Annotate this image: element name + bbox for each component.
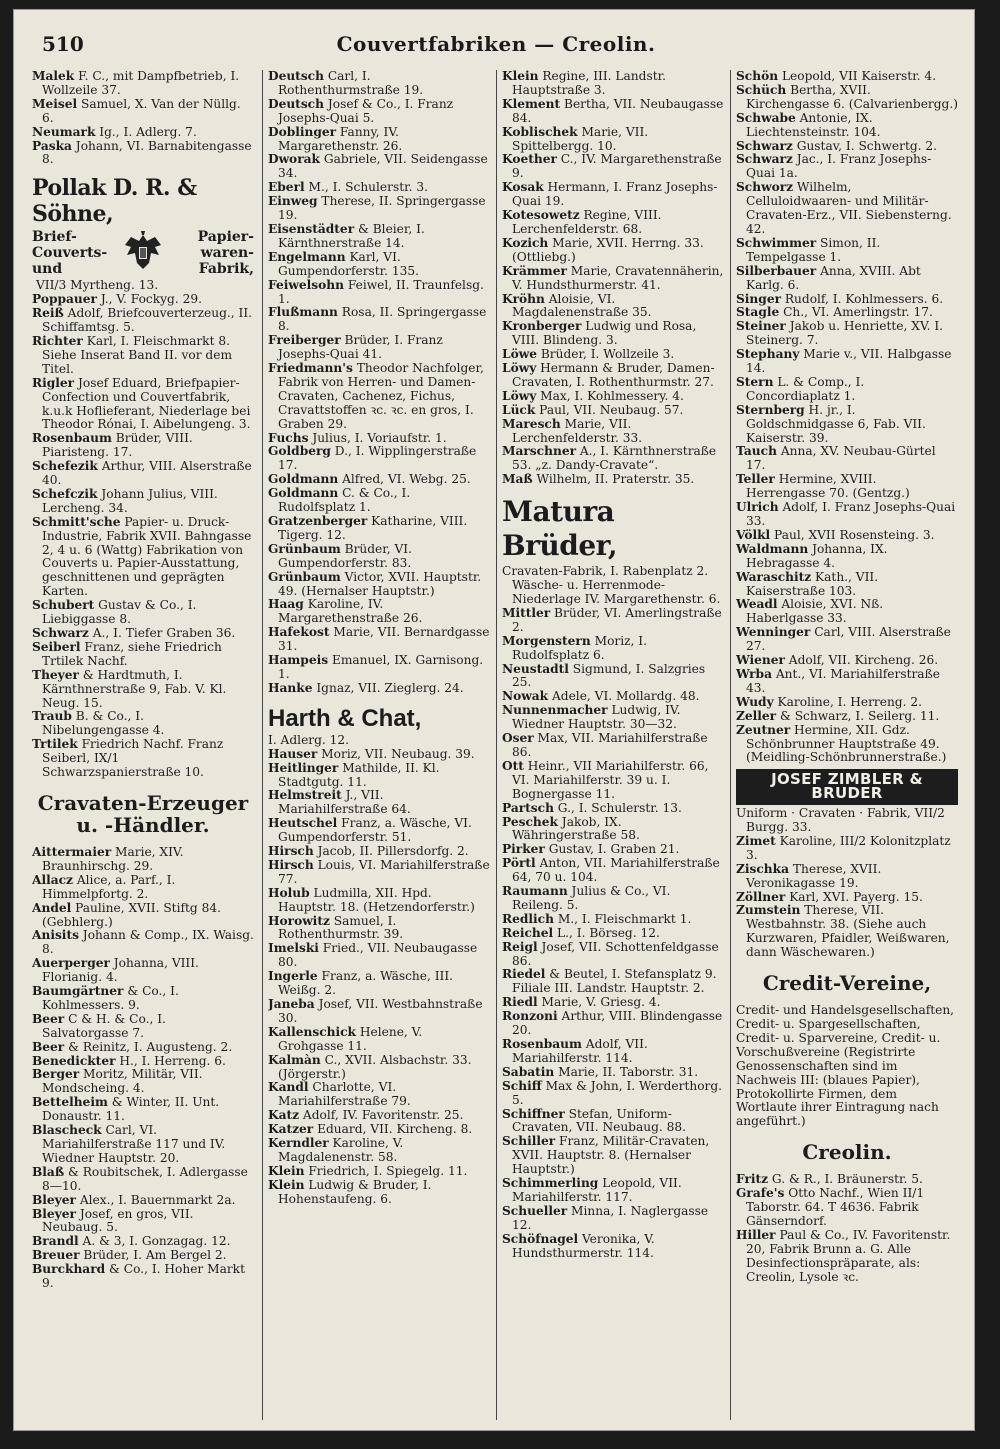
directory-entry: Pirker Gustav, I. Graben 21. (502, 842, 680, 857)
directory-entry: Beer C & H. & Co., I. Salvatorgasse 7. (32, 1011, 166, 1040)
directory-entry: Hauser Moriz, VII. Neubaug. 39. (268, 746, 475, 761)
pollak-right-mid: waren- (200, 245, 254, 262)
directory-entry: Koether C., IV. Margarethenstraße 9. (502, 152, 722, 181)
directory-entry: Oser Max, VII. Mariahilferstraße 86. (502, 731, 708, 759)
directory-entry: Löwy Max, I. Kohlmessery. 4. (502, 388, 684, 403)
directory-entry: Kallenschick Helene, V. Grohgasse 11. (268, 1024, 423, 1053)
directory-entry: Zischka Therese, XVII. Veronikagasse 19. (736, 861, 882, 890)
directory-entry: Allacz Alice, a. Parf., I. Himmelpfortg. 2. (32, 872, 176, 901)
directory-entry: Heutschel Franz, a. Wäsche, VI. Gumpendorferstr. 51. (268, 816, 472, 845)
directory-entry: Kerndler Karoline, V. Magdalenenstr. 58. (268, 1136, 404, 1164)
directory-entry: Meisel Samuel, X. Van der Nüllg. 6. (32, 96, 241, 125)
directory-entry: Klein Ludwig & Bruder, I. Hohenstaufeng. 6. (268, 1177, 432, 1206)
directory-page (14, 10, 974, 1430)
directory-entry: Singer Rudolf, I. Kohlmessers. 6. (736, 291, 944, 306)
directory-entry: Peschek Jakob, IX. Währingerstraße 58. (502, 814, 640, 843)
directory-entry: Klein Friedrich, I. Spiegelg. 11. (268, 1163, 468, 1178)
directory-entry: Fuchs Julius, I. Voriaufstr. 1. (268, 430, 447, 445)
directory-entry: Wiener Adolf, VII. Kircheng. 26. (736, 653, 939, 668)
directory-entry: Hiller Paul & Co., IV. Favoritenstr. 20, Fabrik Brunn a. G. Alle Desinfectionspräparate, als: Creolin, Lysole ꝛc. (736, 1227, 951, 1284)
directory-entry: Stagle Ch., VI. Amerlingstr. 17. (736, 305, 933, 320)
directory-entry: Blascheck Carl, VI. Mariahilferstraße 117 und IV. Wiedner Hauptstr. 20. (32, 1123, 226, 1165)
column-3 (502, 70, 724, 1420)
directory-entry: Maresch Marie, VII. Lerchenfelderstr. 33. (502, 416, 643, 445)
double-eagle-icon (121, 229, 165, 277)
directory-entry: Poppauer J., V. Fockyg. 29. (32, 292, 202, 307)
directory-entry: Hirsch Jacob, II. Pillersdorfg. 2. (268, 844, 469, 859)
directory-entry: Traub B. & Co., I. Nibelungengasse 4. (32, 709, 165, 738)
page-number: 510 (42, 32, 84, 56)
zimbler-name: JOSEF ZIMBLER & BRUDER (736, 769, 958, 805)
directory-entry: Schefezik Arthur, VIII. Alserstraße 40. (32, 459, 252, 488)
directory-entry: Seiberl Franz, siehe Friedrich Trtilek Nachf. (32, 639, 222, 668)
directory-entry: Reichel L., I. Börseg. 12. (502, 925, 660, 940)
directory-entry: Bettelheim & Winter, II. Unt. Donaustr. 11. (32, 1095, 220, 1124)
directory-entry: Blaß & Roubitschek, I. Adlergasse 8—10. (32, 1164, 248, 1193)
directory-entry: Schubert Gustav & Co., I. Liebiggasse 8. (32, 598, 197, 627)
directory-entry: Löwy Hermann & Bruder, Damen-Cravaten, I. Rothenthurmstr. 27. (502, 361, 715, 389)
directory-entry: Malek F. C., mit Dampfbetrieb, I. Wollzeile 37. (32, 70, 240, 97)
directory-entry: Kandl Charlotte, VI. Mariahilferstraße 79. (268, 1080, 411, 1109)
directory-entry: Schwimmer Simon, II. Tempelgasse 1. (736, 235, 881, 264)
entry-list (736, 1173, 958, 1284)
column-divider (262, 70, 263, 1420)
entry-list (736, 70, 958, 765)
directory-entry: Goldmann Alfred, VI. Webg. 25. (268, 472, 471, 487)
pollak-advertisement (32, 175, 254, 293)
directory-entry: Helmstreit J., VII. Mariahilferstraße 64. (268, 788, 411, 817)
page-header (36, 24, 956, 64)
column-1 (32, 70, 254, 1420)
pollak-left-mid: Couverts- (32, 245, 108, 262)
directory-entry: Schwarz A., I. Tiefer Graben 36. (32, 626, 236, 640)
directory-entry: Schöfnagel Veronika, V. Hundsthurmerstr. 114. (502, 1231, 655, 1260)
directory-entry: Zumstein Therese, VII. Westbahnstr. 38. (Siehe auch Kurzwaren, Pfaidler, Weißwaren, dann Wäschewaren.) (736, 903, 950, 960)
directory-entry: Schiffner Stefan, Uniform-Cravaten, VII. Neubaug. 88. (502, 1106, 687, 1135)
directory-entry: Eisenstädter & Bleier, I. Kärnthnerstraße 14. (268, 221, 425, 250)
matura-advertisement (502, 495, 724, 607)
directory-entry: Kosak Hermann, I. Franz Josephs-Quai 19. (502, 180, 718, 209)
directory-entry: Breuer Brüder, I. Am Bergel 2. (32, 1248, 227, 1263)
directory-entry: Friedmann's Theodor Nachfolger, Fabrik von Herren- und Damen-Cravaten, Cachenez, Fichus, Cravattstoffen ꝛc. ꝛc. en gros, I. Graben 29. (268, 361, 484, 431)
directory-entry: Katzer Eduard, VII. Kircheng. 8. (268, 1122, 473, 1137)
entry-list (736, 835, 958, 960)
harth-address-line (268, 734, 490, 748)
directory-entry: Janeba Josef, VII. Westbahnstraße 30. (268, 997, 483, 1025)
directory-entry: Rosenbaum Adolf, VII. Mariahilferstr. 114. (502, 1037, 648, 1065)
directory-entry: Benedickter H., I. Herreng. 6. (32, 1053, 226, 1068)
directory-entry: Imelski Fried., VII. Neubaugasse 80. (268, 941, 478, 970)
directory-entry: Waldmann Johanna, IX. Hebragasse 4. (736, 541, 888, 570)
pollak-left-top: Brief- (32, 229, 77, 246)
section-heading-creolin: Creolin. (802, 1140, 892, 1165)
directory-entry: Anisits Johann & Comp., IX. Waisg. 8. (32, 928, 254, 957)
directory-entry: Theyer & Hardtmuth, I. Kärnthnerstraße 9, Fab. V. Kl. Neug. 15. (32, 667, 227, 710)
directory-entry: Wudy Karoline, I. Herreng. 2. (736, 694, 922, 709)
directory-entry: Grünbaum Brüder, VI. Gumpendorferstr. 83. (268, 541, 412, 570)
directory-entry: Schwarz Jac., I. Franz Josephs-Quai 1a. (736, 152, 932, 181)
directory-entry: Andel Pauline, XVII. Stiftg 84. (Gebhlerg.) (32, 900, 221, 929)
directory-entry: Silberbauer Anna, XVIII. Abt Karlg. 6. (736, 263, 921, 292)
pollak-right-bot: Fabrik, (198, 261, 254, 278)
directory-entry: Heitlinger Mathilde, II. Kl. Stadtgutg. 11. (268, 760, 440, 789)
entry-list (32, 846, 254, 1291)
directory-entry: Ott Heinr., VII Mariahilferstr. 66, VI. Mariahilferstr. 39 u. I. Bognergasse 11. (502, 758, 709, 801)
entry-list (32, 293, 254, 780)
directory-entry: Nunnenmacher Ludwig, IV. Wiedner Hauptstr. 30—32. (502, 703, 681, 732)
entry-list (32, 70, 254, 167)
harth-address: I. Adlerg. 12. (268, 732, 350, 747)
zimbler-description: Uniform · Cravaten · Fabrik, VII/2 Burgg. 33. (736, 806, 945, 835)
directory-entry: Deutsch Josef & Co., I. Franz Josephs-Quai 5. (268, 96, 454, 125)
directory-entry: Weadl Aloisie, XVI. Nß. Haberlgasse 33. (736, 597, 884, 626)
directory-entry: Grafe's Otto Nachf., Wien II/1 Taborstr. 64. T 4636. Fabrik Gänserndorf. (736, 1186, 925, 1228)
directory-entry: Löwe Brüder, I. Wollzeile 3. (502, 347, 675, 362)
directory-entry: Sternberg H. jr., I. Goldschmidgasse 6, Fab. VII. Kaiserstr. 39. (736, 402, 926, 445)
directory-entry: Richter Karl, I. Fleischmarkt 8. Siehe Inserat Band II. vor dem Titel. (32, 333, 233, 376)
entry-list (502, 607, 724, 1261)
directory-entry: Kozich Marie, XVII. Herrng. 33. (Ottliebg.) (502, 235, 704, 264)
directory-entry: Beer & Reinitz, I. Augusteng. 2. (32, 1039, 233, 1054)
directory-entry: Maß Wilhelm, II. Praterstr. 35. (502, 472, 695, 487)
directory-entry: Schüch Bertha, XVII. Kirchengasse 6. (Calvarienbergg.) (736, 82, 958, 111)
directory-entry: Kotesowetz Regine, VIII. Lerchenfelderstr. 68. (502, 208, 662, 236)
directory-entry: Ingerle Franz, a. Wäsche, III. Weißg. 2. (268, 969, 454, 998)
column-2 (268, 70, 490, 1420)
pollak-address: VII/3 Myrtheng. 13. (36, 278, 159, 293)
directory-entry: Fritz G. & R., I. Bräunerstr. 5. (736, 1172, 923, 1187)
directory-entry: Nowak Adele, VI. Mollardg. 48. (502, 689, 700, 704)
pollak-right-top: Papier- (197, 229, 254, 246)
column-4 (736, 70, 958, 1420)
directory-entry: Engelmann Karl, VI. Gumpendorferstr. 135. (268, 249, 420, 278)
directory-entry: Schworz Wilhelm, Celluloidwaaren- und Militär-Cravaten-Erz., VII. Siebensterng. 42. (736, 180, 952, 236)
directory-entry: Hirsch Louis, VI. Mariahilferstraße 77. (268, 857, 490, 886)
directory-entry: Eberl M., I. Schulerstr. 3. (268, 180, 428, 195)
directory-entry: Einweg Therese, II. Springergasse 19. (268, 194, 486, 223)
column-divider (496, 70, 497, 1420)
directory-entry: Flußmann Rosa, II. Springergasse 8. (268, 305, 487, 334)
directory-entry: Klein Regine, III. Landstr. Hauptstraße 3. (502, 70, 666, 97)
directory-entry: Grünbaum Victor, XVII. Hauptstr. 49. (Hernalser Hauptstr.) (268, 569, 482, 598)
directory-entry: Kronberger Ludwig und Rosa, VIII. Blindeng. 3. (502, 319, 697, 348)
directory-entry: Lück Paul, VII. Neubaug. 57. (502, 402, 684, 417)
directory-entry: Steiner Jakob u. Henriette, XV. I. Steinerg. 7. (736, 319, 944, 348)
pollak-name: Pollak D. R. & Söhne, (32, 175, 197, 228)
directory-entry: Stephany Marie v., VII. Halbgasse 14. (736, 347, 952, 376)
directory-entry: Stern L. & Comp., I. Concordiaplatz 1. (736, 374, 865, 403)
directory-entry: Aittermaier Marie, XIV. Braunhirschg. 29. (32, 844, 184, 873)
column-divider (730, 70, 731, 1420)
directory-entry: Doblinger Fanny, IV. Margarethenstr. 26. (268, 124, 403, 153)
pollak-logo (32, 229, 254, 277)
directory-entry: Schön Leopold, VII Kaiserstr. 4. (736, 70, 937, 83)
directory-entry: Zöllner Karl, XVI. Payerg. 15. (736, 889, 923, 904)
directory-entry: Ronzoni Arthur, VIII. Blindengasse 20. (502, 1009, 723, 1038)
entry-list (502, 70, 724, 487)
directory-entry: Zeutner Hermine, XII. Gdz. Schönbrunner Hauptstraße 49. (Meidling-Schönbrunnerstraße.) (736, 722, 947, 765)
directory-entry: Partsch G., I. Schulerstr. 13. (502, 800, 682, 815)
directory-entry: Neustadtl Sigmund, I. Salzgries 25. (502, 661, 706, 690)
directory-entry: Pörtl Anton, VII. Mariahilferstraße 64, 70 u. 104. (502, 856, 720, 885)
directory-entry: Tauch Anna, XV. Neubau-Gürtel 17. (736, 444, 936, 473)
directory-entry: Teller Hermine, XVIII. Herrengasse 70. (Gentzg.) (736, 472, 910, 501)
directory-entry: Dworak Gabriele, VII. Seidengasse 34. (268, 152, 488, 181)
directory-entry: Schueller Minna, I. Naglergasse 12. (502, 1203, 709, 1232)
section-heading-credit: Credit-Vereine, (762, 971, 932, 996)
directory-entry: Schwabe Antonie, IX. Liechtensteinstr. 104. (736, 110, 881, 139)
directory-entry: Ulrich Adolf, I. Franz Josephs-Quai 33. (736, 500, 956, 528)
entry-list (268, 70, 490, 696)
directory-entry: Burckhard & Co., I. Hoher Markt 9. (32, 1262, 245, 1291)
directory-entry: Bleyer Alex., I. Bauernmarkt 2a. (32, 1192, 236, 1207)
directory-entry: Hafekost Marie, VII. Bernardgasse 31. (268, 625, 490, 654)
directory-entry: Kalmàn C., XVII. Alsbachstr. 33. (Jörgerstr.) (268, 1052, 472, 1081)
directory-entry: Völkl Paul, XVII Rosensteing. 3. (736, 527, 935, 542)
directory-entry: Feiwelsohn Feiwel, II. Traunfelsg. 1. (268, 277, 484, 306)
directory-entry: Deutsch Carl, I. Rothenthurmstraße 19. (268, 70, 424, 97)
directory-entry: Goldberg D., I. Wipplingerstraße 17. (268, 444, 477, 473)
entry-list (268, 748, 490, 1207)
directory-entry: Morgenstern Moriz, I. Rudolfsplatz 6. (502, 633, 647, 662)
directory-entry: Freiberger Brüder, I. Franz Josephs-Quai 41. (268, 333, 443, 362)
directory-entry: Gratzenberger Katharine, VIII. Tigerg. 12. (268, 514, 468, 542)
directory-entry: Waraschitz Kath., VII. Kaiserstraße 103. (736, 569, 879, 598)
running-title: Couvertfabriken — Creolin. (336, 32, 656, 56)
directory-entry: Raumann Julius & Co., VI. Reileng. 5. (502, 884, 671, 912)
section-heading-cravaten: Cravaten-Erzeuger u. -Händler. (37, 790, 249, 837)
directory-entry: Holub Ludmilla, XII. Hpd. Hauptstr. 18. (Hetzendorferstr.) (268, 885, 475, 914)
directory-entry: Bleyer Josef, en gros, VII. Neubaug. 5. (32, 1206, 194, 1235)
directory-entry: Rosenbaum Brüder, VIII. Piaristeng. 17. (32, 431, 193, 460)
directory-entry: Zeller & Schwarz, I. Seilerg. 11. (736, 708, 940, 723)
directory-entry: Katz Adolf, IV. Favoritenstr. 25. (268, 1108, 464, 1123)
harth-name: Harth & Chat, (268, 704, 422, 732)
directory-entry: Mittler Brüder, VI. Amerlingstraße 2. (502, 605, 722, 634)
directory-entry: Reigl Josef, VII. Schottenfeldgasse 86. (502, 939, 719, 968)
directory-entry: Baumgärtner & Co., I. Kohlmessers. 9. (32, 984, 179, 1012)
directory-entry: Kröhn Aloisie, VI. Magdalenenstraße 35. (502, 291, 652, 320)
directory-entry: Paska Johann, VI. Barnabitengasse 8. (32, 138, 252, 167)
directory-entry: Schimmerling Leopold, VII. Mariahilferstr. 117. (502, 1176, 682, 1204)
matura-description: Cravaten-Fabrik, I. Rabenplatz 2. Wäsche- u. Herrenmode-Niederlage IV. Margarethenstr. 6. (502, 564, 721, 606)
directory-entry: Schefczik Johann Julius, VIII. Lercheng. 34. (32, 486, 218, 515)
pollak-left-bot: und (32, 261, 63, 278)
harth-advertisement (268, 706, 490, 748)
directory-entry: Sabatin Marie, II. Taborstr. 31. (502, 1064, 699, 1079)
directory-entry: Neumark Ig., I. Adlerg. 7. (32, 124, 197, 139)
directory-entry: Riedl Marie, V. Griesg. 4. (502, 995, 661, 1010)
directory-entry: Goldmann C. & Co., I. Rudolfsplatz 1. (268, 486, 411, 515)
directory-entry: Schwarz Gustav, I. Schwertg. 2. (736, 138, 938, 153)
directory-entry: Koblischek Marie, VII. Spittelbergg. 10. (502, 124, 649, 153)
directory-entry: Riedel & Beutel, I. Stefansplatz 9. Filiale III. Landstr. Hauptstr. 2. (502, 967, 717, 996)
directory-entry: Redlich M., I. Fleischmarkt 1. (502, 911, 692, 926)
directory-entry: Rigler Josef Eduard, Briefpapier-Confection und Couvertfabrik, k.u.k Hoflieferant, Niederlage bei Theodor Rónai, I. Aibelungeng. 3. (32, 375, 251, 432)
directory-entry: Wenninger Carl, VIII. Alserstraße 27. (736, 625, 951, 654)
matura-name: Matura Brüder, (502, 495, 618, 563)
directory-entry: Wrba Ant., VI. Mariahilferstraße 43. (736, 666, 940, 695)
directory-entry: Schiff Max & John, I. Werderthorg. 5. (502, 1078, 723, 1107)
directory-entry: Klement Bertha, VII. Neubaugasse 84. (502, 96, 724, 125)
directory-entry: Hampeis Emanuel, IX. Garnisong. 1. (268, 653, 484, 681)
directory-entry: Berger Moritz, Militär, VII. Mondscheing. 4. (32, 1067, 203, 1096)
directory-entry: Horowitz Samuel, I. Rothenthurmstr. 39. (268, 913, 404, 942)
credit-text: Credit- und Handelsgesellschaften, Credit- u. Spargesellschaften, Credit- u. Sparvereine, Credit- u. Vorschußvereine (Registrirte Genossenschaften sind im Nachweis III: (blaues Papier), Protokollirte Firmen, dem Wortlaute ihrer Eintragung nach angeführt.) (736, 1003, 955, 1129)
directory-entry: Brandl A. & 3, I. Gonzagag. 12. (32, 1234, 231, 1249)
directory-entry: Krämmer Marie, Cravatennäherin, V. Hundsthurmerstr. 41. (502, 263, 724, 292)
directory-entry: Hanke Ignaz, VII. Zieglerg. 24. (268, 680, 464, 695)
directory-entry: Schiller Franz, Militär-Cravaten, XVII. Hauptstr. 8. (Hernalser Hauptstr.) (502, 1134, 710, 1177)
directory-entry: Marschner A., I. Kärnthnerstraße 53. „z. Dandy-Cravate“. (502, 444, 717, 473)
directory-entry: Auerperger Johanna, VIII. Florianig. 4. (32, 956, 199, 985)
directory-entry: Haag Karoline, IV. Margarethenstraße 26. (268, 597, 423, 626)
directory-entry: Reiß Adolf, Briefcouverterzeug., II. Schiffamtsg. 5. (32, 306, 253, 335)
directory-entry: Zimet Karoline, III/2 Kolonitzplatz 3. (736, 833, 951, 862)
directory-entry: Schmitt'sche Papier- u. Druck-Industrie, Fabrik XVII. Bahngasse 2, 4 u. 6 (Wattg) Fabrikation von Couverts u. Papier-Ausstattung, geschnittenen und geprägten Karten. (32, 514, 252, 599)
directory-entry: Trtilek Friedrich Nachf. Franz Seiberl, IX/1 Schwarzspanierstraße 10. (32, 737, 224, 780)
zimbler-advertisement (736, 769, 958, 835)
